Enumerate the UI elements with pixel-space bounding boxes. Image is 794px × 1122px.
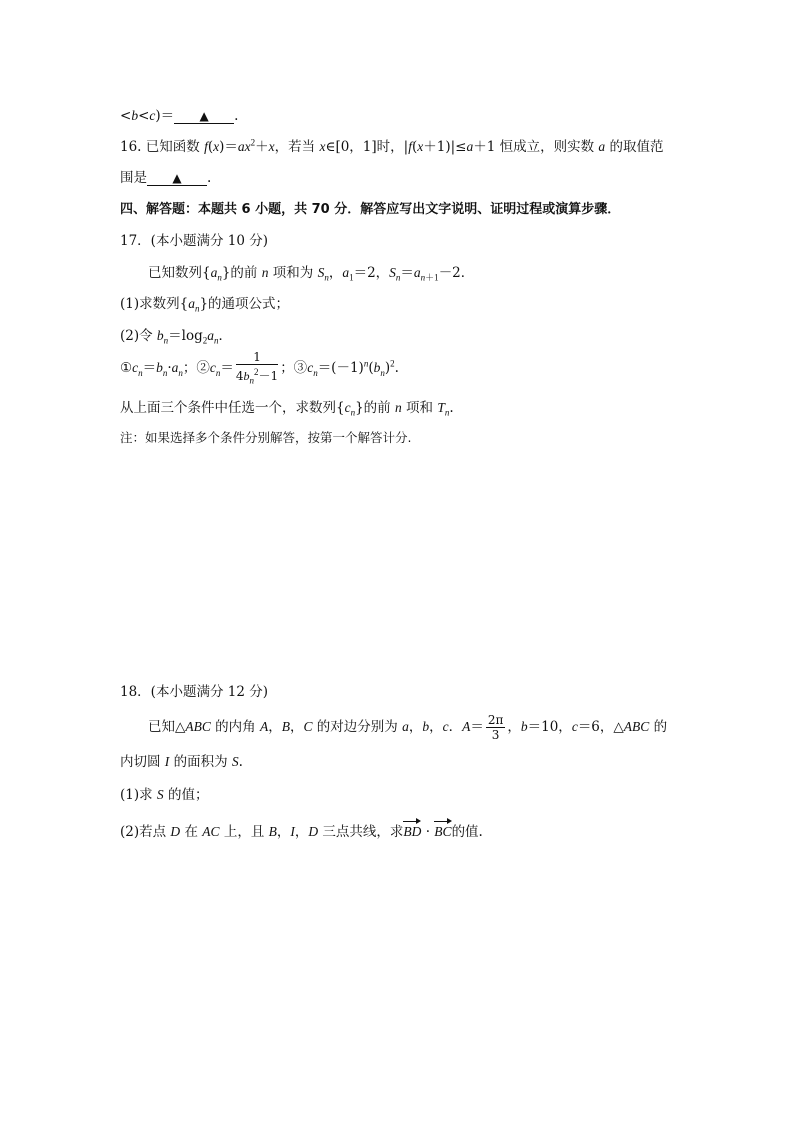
q17-choose-text3: 项和 — [401, 400, 438, 416]
q15-tail-end: . — [234, 108, 239, 124]
q17-choose-text2: }的前 — [355, 400, 395, 416]
q18-p1-S: S — [156, 787, 164, 802]
q16-f2: f — [408, 139, 412, 154]
triangle-icon: ▲ — [199, 109, 209, 123]
q17-p2-sub: n — [163, 335, 169, 346]
q17-c2: c — [209, 360, 216, 376]
q18-comma4: ， — [429, 719, 443, 735]
q16-answer-blank — [147, 171, 207, 186]
q18-comma2: ， — [289, 719, 304, 735]
q16-text3: ＋1 恒成立，则实数 — [473, 139, 599, 155]
q17-opt1-a: a — [171, 360, 179, 376]
q16-exp: 2 — [250, 137, 256, 148]
q17-opt2-mark: ；② — [182, 360, 210, 377]
q18-vector-BC: BC — [434, 824, 452, 839]
q17-choose-text: 从上面三个条件中任选一个，求数列{ — [120, 400, 345, 416]
q16-number: 16. — [120, 139, 142, 155]
q18-p1-text2: 的值； — [163, 787, 209, 803]
q18-I: I — [164, 754, 170, 769]
q18-b: b — [422, 719, 430, 734]
q17-opt1-sub: n — [162, 367, 168, 378]
q17-choose-T: T — [437, 400, 445, 415]
q18-de: 的 — [649, 719, 668, 735]
q18-c2: c — [571, 719, 578, 734]
q18-eq6: ＝6，△ — [577, 719, 624, 735]
q17-opt3-mark: ；③ — [280, 360, 308, 377]
q16-x: x — [213, 139, 220, 154]
q17-c3: c — [307, 360, 314, 376]
q18-p2-D: D — [170, 824, 181, 839]
q17-p2-sub3: n — [214, 335, 219, 346]
q18-vector-BD: BD — [403, 824, 422, 839]
q17-opt3-end: . — [394, 360, 399, 377]
q17-sub-n3: n — [395, 272, 401, 283]
q17-opt2-eq: ＝ — [220, 360, 234, 377]
q17-text: 已知数列{ — [148, 265, 211, 281]
q15-tail-lt: < — [120, 108, 132, 124]
q17-choose-c: c — [344, 400, 351, 415]
q16-text2: ，若当 — [274, 139, 320, 155]
q17-text3: 项和为 — [268, 265, 318, 281]
q17-a1: a — [342, 265, 350, 280]
q17-eq: ＝ — [400, 265, 414, 281]
q17-sub-n2: n — [324, 272, 329, 283]
q18-p2-comma2: ， — [294, 824, 309, 840]
q17-stem — [148, 261, 474, 284]
q17-frac-den — [236, 365, 278, 387]
q17-options — [120, 350, 399, 387]
q17-frac-minus1: －1 — [258, 369, 279, 383]
q18-frac-den: 3 — [491, 728, 500, 742]
q15-tail-b: b — [131, 108, 139, 123]
q17-opt3-paren: ( — [368, 360, 374, 377]
q16-paren2: ( — [411, 139, 418, 155]
q18-p2-text3: 上，且 — [219, 824, 269, 840]
q16-text: 已知函数 — [145, 139, 205, 155]
q17-opt1-sub2: n — [178, 367, 183, 378]
q17-minus2: －2． — [438, 265, 475, 281]
q17-frac-sub: n — [249, 375, 255, 386]
q17-opt3-paren2: ) — [384, 360, 391, 377]
q18-frac-num: 2π — [487, 713, 504, 727]
q16-ax: ax — [237, 139, 251, 154]
q18-eq10: ＝10， — [527, 719, 572, 735]
q16-end: . — [207, 170, 212, 186]
q16-x3: x — [319, 139, 326, 154]
q18-a: a — [402, 719, 409, 734]
q16-f: f — [204, 139, 208, 154]
q18-c: c — [442, 719, 449, 734]
q17-sub-plus1: ＋1 — [425, 272, 439, 283]
q18-p2-end: 的值. — [451, 824, 483, 840]
q17-p1-a: a — [188, 296, 195, 311]
q16-eq: )＝ — [219, 139, 238, 155]
q17-choose-sub: n — [350, 407, 356, 418]
q17-p1-text: (1)求数列{ — [120, 296, 189, 312]
q17-S: S — [317, 265, 325, 280]
q18-p2-text4: 三点共线，求 — [318, 824, 404, 840]
q18-p1-text: (1)求 — [120, 787, 157, 803]
q17-text2: }的前 — [221, 265, 262, 281]
q16-x4: x — [417, 139, 424, 154]
q17-choose-sub2: n — [444, 407, 450, 418]
q18-p2-D2: D — [308, 824, 319, 839]
q16-a2: a — [598, 139, 606, 154]
q17-part2 — [120, 324, 232, 346]
q17-sub-np: n — [420, 272, 426, 283]
q18-p2-text2: 在 — [180, 824, 203, 840]
q17-frac-num: 1 — [236, 350, 278, 365]
triangle-icon: ▲ — [172, 171, 182, 185]
q17-opt1-dot: · — [167, 360, 172, 377]
q15-tail-lt2: < — [138, 108, 150, 124]
q18-C: C — [303, 719, 313, 734]
q18-A: A — [259, 719, 269, 734]
q18-text2: 的内角 — [210, 719, 260, 735]
q17-note: 注：如果选择多个条件分别解答，按第一个解答计分. — [120, 430, 412, 445]
q17-opt3-sub: n — [380, 367, 385, 378]
q17-c3-sub: n — [313, 367, 318, 378]
q18-text3: 的对边分别为 — [312, 719, 403, 735]
q18-ABC2: ABC — [623, 719, 650, 734]
q17-opt3-eq: ＝(－1) — [317, 360, 364, 377]
q15-tail-line — [120, 104, 238, 124]
q17-choose — [120, 396, 454, 418]
q17-opt3-exp: n — [363, 358, 369, 369]
q18-stem-line1 — [148, 713, 667, 742]
q18-l2-text: 内切圆 — [120, 754, 165, 770]
q17-n: n — [261, 265, 269, 280]
q17-comma: ， — [328, 265, 343, 281]
q17-a2: a — [413, 265, 421, 280]
q17-p1-sub: n — [194, 303, 200, 314]
q18-comma3: ， — [408, 719, 423, 735]
q18-B: B — [281, 719, 290, 734]
section-4-heading: 四、解答题：本题共 6 小题，共 70 分．解答应写出文字说明、证明过程或演算步骤． — [120, 202, 621, 217]
q18-period: ． — [448, 719, 463, 735]
q18-S: S — [231, 754, 239, 769]
q18-b2: b — [520, 719, 528, 734]
q17-frac-b: b — [243, 369, 250, 383]
q18-l2-text2: 的面积为 — [169, 754, 232, 770]
q16-x2: x — [268, 139, 275, 154]
q18-fraction — [486, 713, 506, 742]
q17-p2-sub2: 2 — [202, 335, 208, 346]
q17-a: a — [210, 265, 218, 280]
q17-p2-log: ＝log — [168, 328, 203, 344]
q17-opt3-sq: 2 — [390, 358, 395, 369]
q17-p1-text2: }的通项公式； — [199, 296, 290, 312]
q17-p2-text: (2)令 — [120, 328, 157, 344]
q15-tail-c: c — [149, 108, 156, 123]
q17-opt1-b: b — [156, 360, 163, 376]
q18-part2 — [120, 820, 483, 840]
q17-c-sub: n — [138, 367, 143, 378]
q16-paren: ( — [207, 139, 214, 155]
q16-ineq: ＋1)|≤ — [423, 139, 467, 155]
q17-fraction — [236, 350, 278, 387]
q17-header: 17．(本小题满分 10 分) — [120, 233, 268, 249]
q17-c: c — [132, 360, 139, 376]
q18-l2-end: . — [238, 754, 243, 770]
q16-text4: 的取值范 — [605, 139, 664, 155]
q17-frac-4: 4 — [235, 369, 244, 383]
q18-p2-B: B — [268, 824, 277, 839]
q15-tail-eq: )＝ — [155, 108, 175, 124]
q18-dot: · — [421, 824, 435, 840]
q17-choose-end: . — [449, 400, 454, 416]
q18-comma5: ， — [507, 719, 521, 735]
q18-p2-AC: AC — [202, 824, 220, 839]
q16-a: a — [466, 139, 474, 154]
q18-p2-text: (2)若点 — [120, 824, 171, 840]
q16-plus: ＋ — [255, 139, 269, 155]
q15-answer-blank — [174, 109, 234, 124]
q18-A2: A — [462, 719, 471, 734]
q17-p2-end: ． — [218, 328, 233, 344]
q18-ABC: ABC — [185, 719, 211, 734]
q18-header: 18．(本小题满分 12 分) — [120, 684, 268, 700]
q17-eq2: ＝2， — [353, 265, 390, 281]
q17-sub-1: 1 — [349, 272, 354, 283]
q17-opt3-b: b — [373, 360, 381, 376]
q17-choose-n: n — [394, 400, 402, 415]
q17-part1 — [120, 292, 289, 314]
q17-opt1-eq: ＝ — [142, 360, 157, 377]
q18-comma: ， — [268, 719, 282, 735]
q18-p2-I: I — [290, 824, 295, 839]
q16-interval: ∈[0，1]时，| — [325, 139, 409, 155]
q18-eq: ＝ — [470, 719, 484, 735]
q17-sub-n: n — [217, 272, 222, 283]
q17-p2-a: a — [207, 328, 215, 343]
q17-frac-sq: 2 — [254, 367, 259, 377]
q18-text: 已知△ — [148, 719, 186, 735]
q18-p2-comma: ， — [276, 824, 291, 840]
q17-c2-sub: n — [215, 367, 221, 378]
q16-line-1 — [120, 135, 663, 155]
q17-S2: S — [389, 265, 396, 280]
q16-text5: 围是 — [120, 170, 147, 186]
q17-p2-b: b — [156, 328, 164, 343]
q17-opt1-mark: ① — [120, 360, 133, 377]
q16-line-2 — [120, 166, 211, 186]
q18-stem-line2 — [120, 750, 243, 770]
q18-part1 — [120, 783, 208, 803]
